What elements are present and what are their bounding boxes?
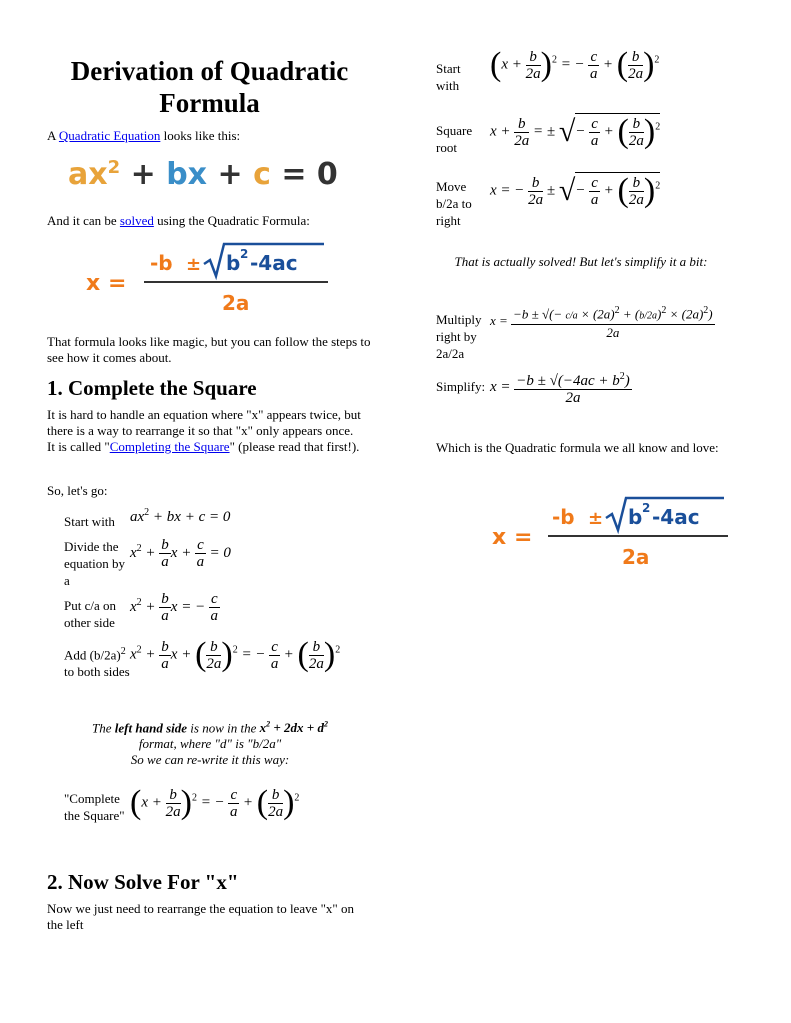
formula-final-eq: =: [514, 525, 533, 550]
step-put-label: Put c/a on other side: [64, 598, 116, 630]
step-complete-label: "Complete the Square": [64, 791, 125, 823]
formula-x: x: [86, 271, 101, 296]
section2-heading: 2. Now Solve For "x": [47, 870, 239, 894]
quadratic-equation-image: $ax^2$ + bx + c = 0: [68, 157, 338, 192]
right-step-simplify-label: Simplify:: [436, 379, 486, 394]
magic-paragraph: That formula looks like magic, but you can follow the steps to see how it comes about.: [47, 334, 371, 365]
quadratic-formula-image-final: [490, 492, 740, 574]
step-divide-math: $x^2$ + $\frac{b}{a}$ x + $\frac{c}{a}$ = 0: [130, 537, 231, 570]
formula-final-square: 2: [642, 501, 651, 515]
closing-paragraph: Which is the Quadratic formula we all know and love:: [436, 440, 719, 455]
right-step-start-label: Start with: [436, 61, 461, 93]
step-add-math: $x^2$ + $\frac{b}{a}$ x + ( $\frac{b}{2a}$ )$^2$ = − $\frac{c}{a}$ + ( $\frac{b}{2a}$ )$^2$: [130, 636, 341, 673]
formula-minus-b: -b: [150, 251, 173, 275]
right-step-sqrt-label: Square root: [436, 123, 473, 155]
formula-final-b: b: [628, 505, 643, 529]
completing-the-square-link[interactable]: Completing the Square: [109, 439, 230, 454]
lets-go-text: So, let's go:: [47, 483, 108, 498]
formula-final-2a: 2a: [622, 545, 650, 569]
formula-svg: [84, 238, 334, 320]
quadratic-formula-image: [84, 238, 334, 320]
formula-b: b: [226, 251, 241, 275]
right-step-start-math: (x + $\frac{b}{2a}$ )$^2$ = − $\frac{c}{a}$ + ( $\frac{b}{2a}$ )$^2$: [490, 46, 660, 83]
formula-2a: 2a: [222, 291, 250, 315]
section1-heading: 1. Complete the Square: [47, 376, 257, 400]
right-step-move-math: x = − $\frac{b}{2a}$ ± √− $\frac{c}{a}$ + ( $\frac{b}{2a}$ )$^2$: [490, 172, 661, 209]
formula-svg-final: [490, 492, 740, 574]
formula-final-pm: ±: [588, 508, 604, 529]
solved-note: That is actually solved! But let's simplify it a bit:: [454, 254, 708, 269]
page-title: Derivation of Quadratic Formula: [70, 56, 349, 118]
formula-final-4ac: -4ac: [652, 505, 700, 529]
formula-eq: =: [108, 271, 127, 296]
right-step-sqrt-math: x + $\frac{b}{2a}$ = ± √− $\frac{c}{a}$ + ( $\frac{b}{2a}$ )$^2$: [490, 113, 661, 150]
intro-line: A Quadratic Equation looks like this:: [47, 128, 241, 143]
step-complete-math: (x + $\frac{b}{2a}$ )$^2$ = − $\frac{c}{a}$ + ( $\frac{b}{2a}$ )$^2$: [130, 784, 300, 821]
right-step-move-label: Move b/2a to right: [436, 179, 472, 228]
step-start-math: $ax^2$ + bx + c = 0: [130, 507, 231, 525]
right-step-multiply-math: x = $\frac{-b \pm √(- c/a \times (2a)^2 + (b/2a)^2 \times (2a)^2)}{2a}$: [490, 305, 713, 341]
section1-paragraph: It is hard to handle an equation where "x" appears twice, but there is a way to rearrange it so that "x" only appears once. It is called "Completing the Square" (please read that first!).: [47, 407, 361, 454]
left-hand-side-note: The left hand side is now in the $x^2 + 2dx + d^2$ format, where "d" is "b/2a" So we can re-write it this way:: [92, 720, 328, 768]
step-put-math: $x^2$ + $\frac{b}{a}$ x = − $\frac{c}{a}$: [130, 591, 219, 624]
step-divide-label: Divide the equation by a: [64, 539, 126, 588]
quadratic-equation-link[interactable]: Quadratic Equation: [58, 128, 161, 143]
step-start-label: Start with: [64, 514, 115, 529]
right-step-simplify-math: x = $\frac{-b \pm √(-4ac + b^2)}{2a}$: [490, 371, 630, 406]
formula-pm: ±: [186, 254, 202, 275]
section2-paragraph: Now we just need to rearrange the equation to leave "x" on the left: [47, 901, 354, 932]
solved-link[interactable]: solved: [119, 213, 154, 228]
formula-square: 2: [240, 247, 249, 261]
right-step-multiply-label: Multiply right by 2a/2a: [436, 312, 482, 361]
step-add-label: Add $(b/2a)^2$ to both sides: [64, 646, 130, 680]
formula-final-minus-b: -b: [552, 505, 575, 529]
formula-final-x: x: [492, 525, 507, 550]
formula-4ac: -4ac: [250, 251, 298, 275]
solved-line: And it can be solved using the Quadratic Formula:: [47, 213, 310, 228]
